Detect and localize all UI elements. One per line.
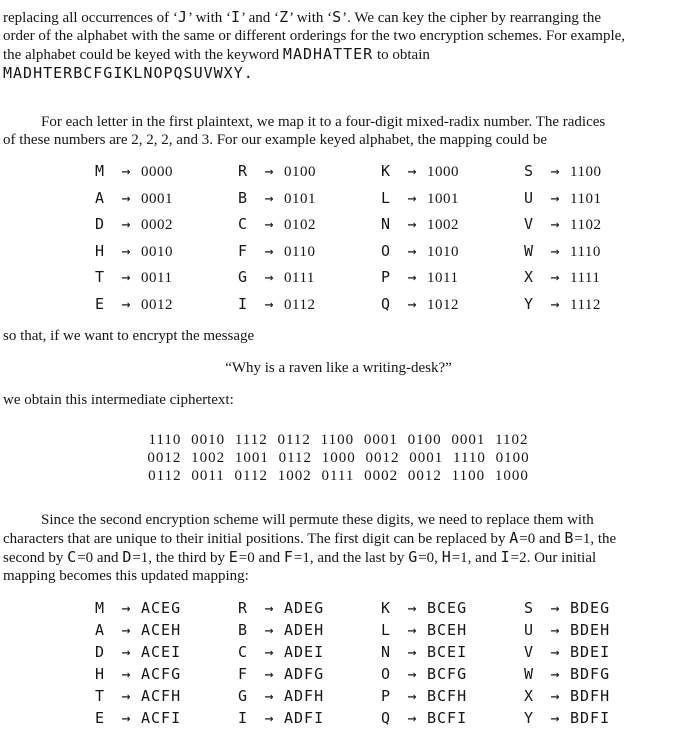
inline-code-text: H: [441, 548, 452, 566]
plaintext-letter: C: [238, 215, 249, 233]
right-arrow-icon: →: [121, 215, 131, 233]
mapped-code: 1111: [570, 270, 601, 286]
right-arrow-icon: →: [121, 599, 131, 617]
plaintext-letter: A: [95, 188, 106, 207]
mapping-cell: [381, 186, 524, 213]
mapped-code: BDEG: [570, 599, 611, 617]
right-arrow-icon: →: [550, 215, 560, 233]
plaintext-letter: K: [381, 162, 392, 180]
ciphertext-line: 1110 0010 1112 0112 1100 0001 0100 0001 1102: [148, 432, 529, 448]
right-arrow-icon: →: [264, 241, 274, 260]
mapped-code: ADFH: [284, 687, 325, 705]
mapped-code: BDEI: [570, 643, 611, 661]
mapped-code: ACFG: [141, 665, 182, 683]
mapping-row: [95, 239, 674, 266]
inline-code-text: I: [500, 548, 511, 566]
right-arrow-icon: →: [121, 188, 131, 207]
mapping-cell: [95, 619, 238, 641]
inline-code-text: D: [122, 548, 133, 566]
plaintext-letter: Q: [381, 709, 392, 727]
mapped-code: 1101: [570, 190, 602, 207]
mapped-code: BDFH: [570, 687, 611, 705]
right-arrow-icon: →: [264, 621, 274, 639]
right-arrow-icon: →: [121, 709, 131, 727]
plaintext-letter: G: [238, 268, 249, 286]
right-arrow-icon: →: [550, 188, 560, 207]
mapping-cell: [238, 707, 381, 729]
mapped-code: 0101: [284, 190, 316, 207]
right-arrow-icon: →: [407, 162, 417, 180]
mapped-code: ACEG: [141, 599, 182, 617]
right-arrow-icon: →: [121, 241, 131, 260]
right-arrow-icon: →: [264, 599, 274, 617]
right-arrow-icon: →: [121, 162, 131, 180]
plaintext-letter: S: [524, 162, 535, 180]
plaintext-letter: W: [524, 665, 535, 683]
plaintext-letter: K: [381, 599, 392, 617]
plaintext-letter: G: [238, 687, 249, 705]
mapped-code: 1001: [427, 190, 459, 207]
mapped-code: 0011: [141, 270, 173, 286]
right-arrow-icon: →: [121, 268, 131, 286]
body-text: the alphabet could be keyed with the keyword: [3, 47, 283, 63]
inline-code-text: B: [564, 529, 575, 547]
mapping-cell: [95, 239, 238, 266]
mapped-code: 1010: [427, 243, 459, 260]
inline-code-text: G: [408, 548, 419, 566]
body-text: =0 and: [519, 531, 565, 547]
inline-code-text: F: [283, 548, 294, 566]
plaintext-letter: N: [381, 215, 392, 233]
mapping-cell: [238, 239, 381, 266]
plaintext-letter: X: [524, 687, 535, 705]
radix-mapping-table: [95, 159, 674, 318]
mapping-cell: [381, 212, 524, 239]
mapping-row: [95, 212, 674, 239]
right-arrow-icon: →: [407, 665, 417, 683]
mapping-cell: [381, 663, 524, 685]
body-text: characters that are unique to their initial positions. The first digit can be replaced by: [3, 531, 510, 547]
body-text: =0 and: [77, 550, 123, 566]
right-arrow-icon: →: [407, 687, 417, 705]
so-that-line: so that, if we want to encrypt the message: [3, 328, 255, 344]
mapped-code: BDFG: [570, 665, 611, 683]
mapped-code: 1100: [570, 164, 602, 180]
mapped-code: 0102: [284, 217, 316, 233]
plaintext-letter: E: [95, 709, 106, 727]
plaintext-letter: V: [524, 643, 535, 661]
mapped-code: BCFI: [427, 709, 468, 727]
mapped-code: ADEH: [284, 621, 325, 639]
mapped-code: ADEG: [284, 599, 325, 617]
mapping-cell: [95, 159, 238, 186]
inline-code-text: J: [177, 8, 188, 26]
right-arrow-icon: →: [407, 709, 417, 727]
mapped-code: 1102: [570, 217, 602, 233]
mapping-cell: [95, 292, 238, 319]
inline-code-text: A: [509, 529, 520, 547]
body-text: =1, and the last by: [293, 550, 409, 566]
mapped-code: BCEG: [427, 599, 468, 617]
mapped-code: 0100: [284, 164, 316, 180]
plaintext-letter: Y: [524, 294, 535, 313]
mapping-row: [95, 707, 674, 729]
body-text: order of the alphabet with the same or different orderings for the two encryption schemes. For example,: [3, 28, 626, 44]
inline-code-text: I: [230, 8, 242, 26]
plaintext-letter: P: [381, 268, 392, 286]
plaintext-letter: P: [381, 687, 392, 705]
plaintext-letter: U: [524, 188, 535, 207]
right-arrow-icon: →: [264, 268, 274, 286]
mapping-cell: [95, 186, 238, 213]
plaintext-letter: B: [238, 188, 249, 207]
mapped-code: ACEI: [141, 643, 182, 661]
mapping-cell: [95, 641, 238, 663]
right-arrow-icon: →: [264, 162, 274, 180]
mapping-cell: [381, 619, 524, 641]
mapping-cell: [524, 212, 667, 239]
plaintext-letter: R: [238, 599, 249, 617]
mapped-code: ACFI: [141, 709, 182, 727]
mapping-row: [95, 597, 674, 619]
plaintext-letter: T: [95, 687, 106, 705]
mapped-code: ADEI: [284, 643, 325, 661]
mapping-row: [95, 265, 674, 292]
body-text: =0,: [418, 550, 442, 566]
mapping-cell: [524, 292, 667, 319]
body-text: of these numbers are 2, 2, 2, and 3. For our example keyed alphabet, the mapping could be: [3, 132, 548, 148]
right-arrow-icon: →: [407, 643, 417, 661]
right-arrow-icon: →: [407, 268, 417, 286]
plaintext-letter: R: [238, 162, 249, 180]
intermediate-ciphertext-block: [3, 431, 674, 485]
body-text: second by: [3, 550, 68, 566]
mapping-cell: [381, 265, 524, 292]
mapped-code: 0000: [141, 164, 173, 180]
mapping-cell: [381, 292, 524, 319]
right-arrow-icon: →: [550, 162, 560, 180]
right-arrow-icon: →: [550, 241, 560, 260]
plaintext-letter: D: [95, 215, 106, 233]
body-text: replacing all occurrences of ‘: [3, 10, 178, 26]
mapping-cell: [238, 186, 381, 213]
mapping-cell: [95, 265, 238, 292]
mapping-cell: [381, 159, 524, 186]
right-arrow-icon: →: [264, 709, 274, 727]
plaintext-letter: H: [95, 665, 106, 683]
mapped-code: 0001: [141, 190, 173, 207]
mapping-row: [95, 186, 674, 213]
plaintext-letter: C: [238, 643, 249, 661]
mapped-code: ACEH: [141, 621, 182, 639]
right-arrow-icon: →: [550, 621, 560, 639]
body-text: =0 and: [238, 550, 284, 566]
plaintext-letter: I: [238, 709, 249, 727]
mapping-row: [95, 685, 674, 707]
ciphertext-line: 0112 0011 0112 1002 0111 0002 0012 1100 1000: [148, 468, 529, 484]
right-arrow-icon: →: [550, 294, 560, 313]
mapped-code: 1012: [427, 296, 459, 313]
ciphertext-line: 0012 1002 1001 0112 1000 0012 0001 1110 0100: [147, 450, 530, 466]
plaintext-letter: O: [381, 241, 392, 260]
mapping-cell: [381, 597, 524, 619]
body-text: to obtain: [373, 47, 430, 63]
mapping-row: [95, 663, 674, 685]
body-text: ’ with ‘: [289, 10, 333, 26]
plaintext-letter: Q: [381, 294, 392, 313]
right-arrow-icon: →: [121, 643, 131, 661]
right-arrow-icon: →: [264, 188, 274, 207]
right-arrow-icon: →: [407, 599, 417, 617]
mapping-cell: [381, 239, 524, 266]
body-text: ’ and ‘: [241, 10, 280, 26]
inline-code-text: C: [67, 548, 78, 566]
right-arrow-icon: →: [264, 665, 274, 683]
mapping-cell: [524, 265, 667, 292]
mapping-cell: [95, 212, 238, 239]
plaintext-letter: M: [95, 162, 106, 180]
mapped-code: 1011: [427, 270, 459, 286]
plaintext-letter: D: [95, 643, 106, 661]
mapped-code: BDEH: [570, 621, 611, 639]
mapping-cell: [524, 707, 667, 729]
mapped-code: BCFG: [427, 665, 468, 683]
mapping-cell: [238, 641, 381, 663]
right-arrow-icon: →: [407, 188, 417, 207]
mapping-row: [95, 159, 674, 186]
plaintext-letter: O: [381, 665, 392, 683]
inline-code-text: MADHTERBCFGIKLNOPQSUVWXY.: [3, 64, 254, 82]
right-arrow-icon: →: [407, 294, 417, 313]
plaintext-letter: B: [238, 621, 249, 639]
plaintext-letter: U: [524, 621, 535, 639]
right-arrow-icon: →: [407, 241, 417, 260]
body-text: mapping becomes this updated mapping:: [3, 568, 249, 584]
mapping-cell: [238, 292, 381, 319]
paragraph-position-mapping: [3, 511, 674, 585]
body-text: ’. We can key the cipher by rearranging the: [342, 10, 601, 26]
mapping-cell: [95, 663, 238, 685]
paragraph-radix-intro: [3, 113, 674, 149]
mapped-code: BCEH: [427, 621, 468, 639]
plaintext-letter: T: [95, 268, 106, 286]
body-text: Since the second encryption scheme will permute these digits, we need to replace them with: [41, 512, 594, 528]
plaintext-letter: L: [381, 621, 392, 639]
right-arrow-icon: →: [121, 621, 131, 639]
mapping-row: [95, 619, 674, 641]
inline-code-text: S: [332, 8, 343, 26]
mapped-code: 0111: [284, 270, 315, 286]
inline-code-text: MADHATTER: [282, 45, 374, 63]
right-arrow-icon: →: [550, 599, 560, 617]
plaintext-letter: H: [95, 241, 106, 260]
right-arrow-icon: →: [550, 709, 560, 727]
right-arrow-icon: →: [550, 268, 560, 286]
plaintext-letter: F: [238, 665, 249, 683]
mapping-cell: [381, 641, 524, 663]
mapping-row: [95, 292, 674, 319]
mapping-cell: [95, 597, 238, 619]
mapped-code: 0002: [141, 217, 173, 233]
mapping-cell: [381, 685, 524, 707]
mapped-code: 1112: [570, 296, 601, 313]
right-arrow-icon: →: [121, 687, 131, 705]
mapped-code: BDFI: [570, 709, 611, 727]
ciphertext-intro-line: we obtain this intermediate ciphertext:: [3, 392, 234, 408]
mapped-code: 0010: [141, 243, 173, 260]
mapping-cell: [238, 685, 381, 707]
plaintext-letter: E: [95, 294, 106, 313]
right-arrow-icon: →: [264, 294, 274, 313]
mapping-cell: [238, 597, 381, 619]
mapped-code: 0112: [284, 296, 316, 313]
body-text: For each letter in the first plaintext, we map it to a four-digit mixed-radix number. The radices: [41, 114, 606, 130]
mapping-cell: [524, 685, 667, 707]
body-text: ’ with ‘: [187, 10, 231, 26]
mapped-code: BCFH: [427, 687, 468, 705]
mapping-cell: [524, 641, 667, 663]
mapped-code: BCEI: [427, 643, 468, 661]
mapping-cell: [238, 212, 381, 239]
mapping-cell: [238, 265, 381, 292]
mapped-code: 0012: [141, 296, 173, 313]
plaintext-letter: A: [95, 621, 106, 639]
right-arrow-icon: →: [121, 294, 131, 313]
mapped-code: 0110: [284, 243, 316, 260]
mapping-cell: [524, 239, 667, 266]
mapping-cell: [238, 663, 381, 685]
plaintext-letter: V: [524, 215, 535, 233]
right-arrow-icon: →: [407, 215, 417, 233]
right-arrow-icon: →: [407, 621, 417, 639]
inline-code-text: Z: [279, 8, 290, 26]
plaintext-letter: M: [95, 599, 106, 617]
mapping-cell: [524, 186, 667, 213]
inline-code-text: E: [228, 548, 239, 566]
plaintext-letter: I: [238, 294, 249, 313]
plaintext-letter: X: [524, 268, 535, 286]
mapping-cell: [238, 159, 381, 186]
right-arrow-icon: →: [550, 687, 560, 705]
mapping-cell: [524, 663, 667, 685]
mapping-cell: [238, 619, 381, 641]
mapping-cell: [95, 685, 238, 707]
letter-mapping-table: [95, 597, 674, 729]
mapping-cell: [95, 707, 238, 729]
message-quote: “Why is a raven like a writing-desk?”: [225, 360, 452, 376]
mapping-cell: [524, 619, 667, 641]
plaintext-letter: F: [238, 241, 249, 260]
mapped-code: 1110: [570, 243, 601, 260]
right-arrow-icon: →: [550, 643, 560, 661]
plaintext-letter: S: [524, 599, 535, 617]
mapped-code: 1000: [427, 164, 459, 180]
body-text: =1, the third by: [132, 550, 229, 566]
plaintext-letter: L: [381, 188, 392, 207]
body-text: =1, and: [451, 550, 501, 566]
mapping-row: [95, 641, 674, 663]
mapping-cell: [524, 597, 667, 619]
mapped-code: ADFG: [284, 665, 325, 683]
mapped-code: ACFH: [141, 687, 182, 705]
right-arrow-icon: →: [264, 643, 274, 661]
plaintext-letter: Y: [524, 709, 535, 727]
right-arrow-icon: →: [121, 665, 131, 683]
right-arrow-icon: →: [550, 665, 560, 683]
plaintext-letter: W: [524, 241, 535, 260]
right-arrow-icon: →: [264, 687, 274, 705]
paragraph-keying: [3, 8, 674, 83]
plaintext-letter: N: [381, 643, 392, 661]
mapped-code: 1002: [427, 217, 459, 233]
mapping-cell: [381, 707, 524, 729]
body-text: =2. Our initial: [510, 550, 597, 566]
right-arrow-icon: →: [264, 215, 274, 233]
mapping-cell: [524, 159, 667, 186]
body-text: =1, the: [574, 531, 617, 547]
mapped-code: ADFI: [284, 709, 325, 727]
